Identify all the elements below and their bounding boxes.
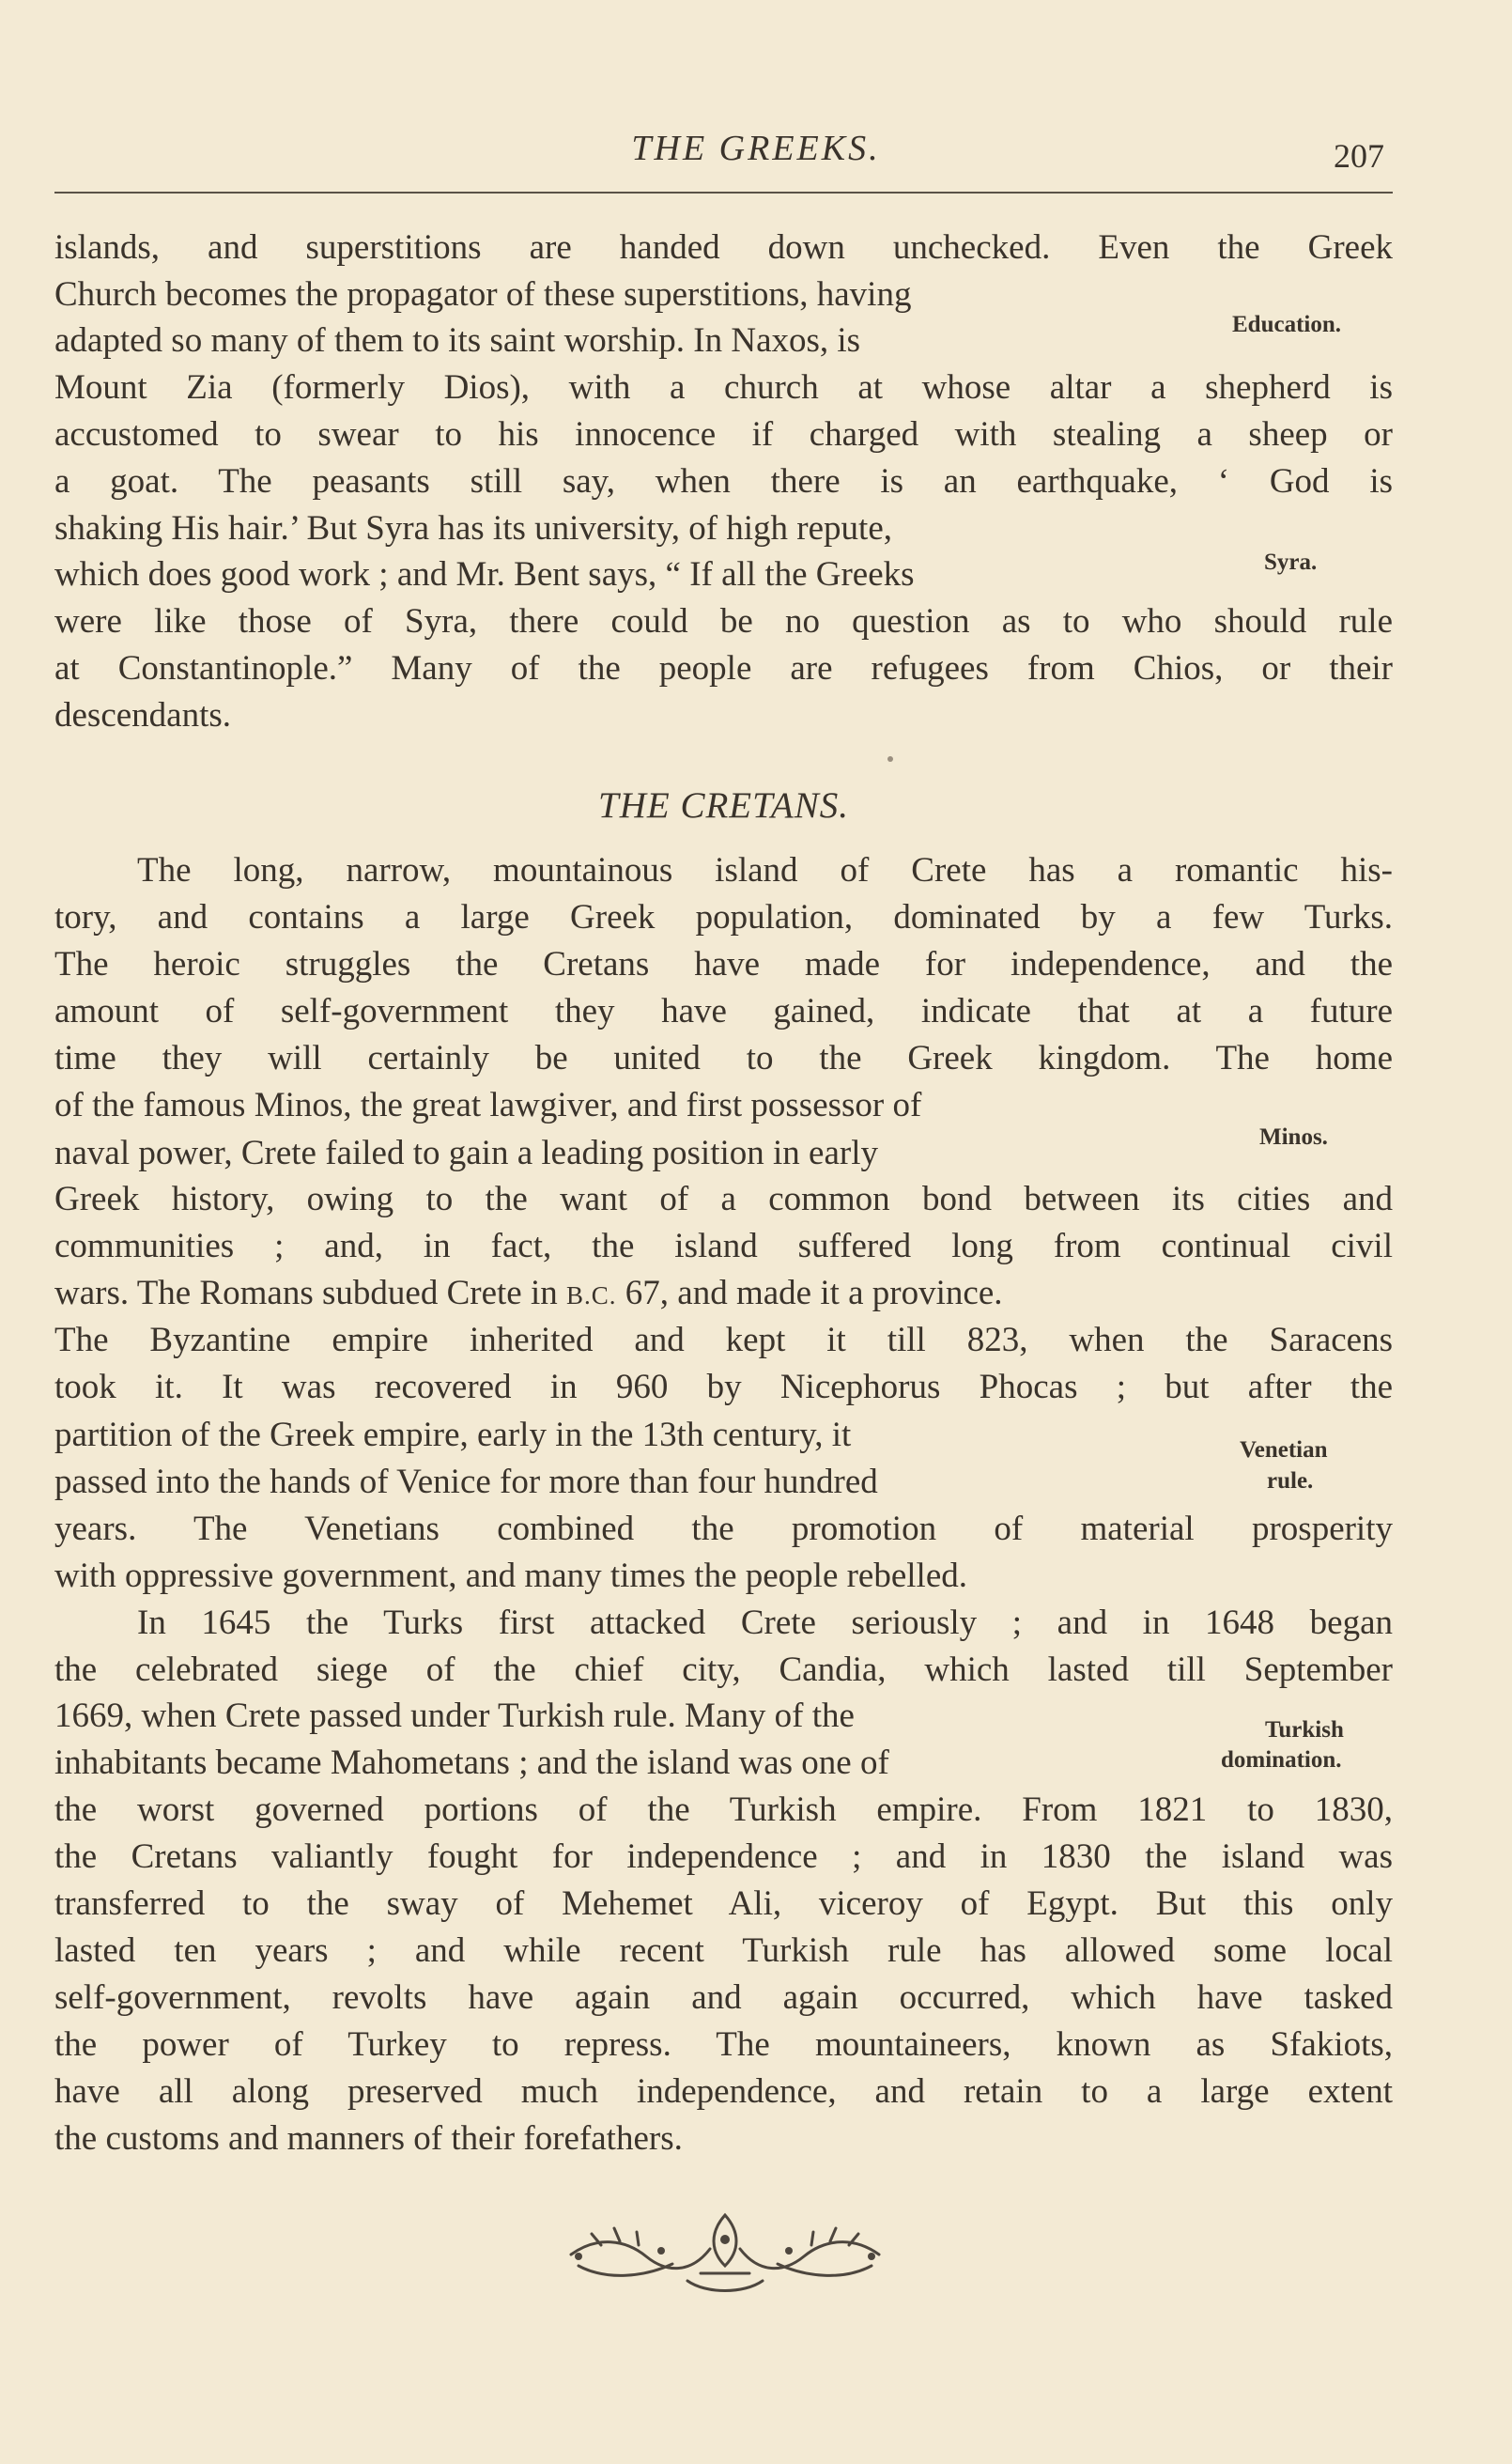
text-line: years. The Venetians combined the promotion of material prosperity (54, 1510, 1393, 1548)
text-line: Church becomes the propagator of these superstitions, having (54, 275, 912, 314)
text-line: which does good work ; and Mr. Bent says, “ If all the Greeks (54, 555, 915, 594)
text-line: the power of Turkey to repress. The mountaineers, known as Sfakiots, (54, 2025, 1393, 2064)
text-line: the worst governed portions of the Turkish empire. From 1821 to 1830, (54, 1790, 1393, 1829)
sidenote-venetian-rule: rule. (1267, 1468, 1314, 1494)
text-segment: 67, and made it a province. (616, 1274, 1003, 1312)
sidenote-domination: domination. (1221, 1747, 1342, 1773)
text-line: In 1645 the Turks first attacked Crete seriously ; and in 1648 began (137, 1604, 1393, 1642)
page-number: 207 (1334, 137, 1384, 175)
header-rule (54, 192, 1393, 194)
text-line: lasted ten years ; and while recent Turkish rule has allowed some local (54, 1931, 1393, 1970)
text-line: time they will certainly be united to the Greek kingdom. The home (54, 1039, 1393, 1077)
sidenote-minos: Minos. (1259, 1124, 1328, 1150)
text-line: tory, and contains a large Greek population, dominated by a few Turks. (54, 898, 1393, 937)
section-heading: THE CRETANS. (598, 785, 849, 826)
text-line: with oppressive government, and many times the people rebelled. (54, 1557, 968, 1595)
printer-dot (887, 756, 893, 762)
text-segment: wars. The Romans subdued Crete in (54, 1274, 558, 1312)
text-line: Greek history, owing to the want of a common bond between its cities and (54, 1180, 1393, 1218)
text-line: took it. It was recovered in 960 by Nicephorus Phocas ; but after the (54, 1368, 1393, 1406)
text-line: islands, and superstitions are handed down unchecked. Even the Greek (54, 228, 1393, 267)
sidenote-venetian: Venetian (1240, 1437, 1328, 1463)
text-line: shaking His hair.’ But Syra has its university, of high repute, (54, 509, 892, 548)
sidenote-syra: Syra. (1264, 550, 1318, 575)
text-line: transferred to the sway of Mehemet Ali, viceroy of Egypt. But this only (54, 1884, 1393, 1923)
text-line (54, 1275, 1393, 1314)
text-line: self-government, revolts have again and again occurred, which have tasked (54, 1978, 1393, 2017)
text-line: communities ; and, in fact, the island suffered long from continual civil (54, 1227, 1393, 1265)
text-line: The heroic struggles the Cretans have made for independence, and the (54, 945, 1393, 984)
text-line: at Constantinople.” Many of the people are refugees from Chios, or their (54, 649, 1393, 688)
text-line: the customs and manners of their forefathers. (54, 2119, 683, 2158)
text-line: a goat. The peasants still say, when there is an earthquake, ‘ God is (54, 462, 1393, 501)
text-line: inhabitants became Mahometans ; and the island was one of (54, 1743, 889, 1782)
text-line: accustomed to swear to his innocence if charged with stealing a sheep or (54, 415, 1393, 454)
text-line: adapted so many of them to its saint worship. In Naxos, is (54, 321, 861, 360)
sidenote-turkish: Turkish (1265, 1717, 1344, 1743)
text-line: amount of self-government they have gained, indicate that at a future (54, 992, 1393, 1031)
text-line: the celebrated siege of the chief city, Candia, which lasted till September (54, 1650, 1393, 1689)
era-abbreviation: B.C. (565, 1281, 617, 1309)
text-line: 1669, when Crete passed under Turkish rule. Many of the (54, 1697, 855, 1735)
running-title: THE GREEKS. (631, 129, 881, 168)
text-line: of the famous Minos, the great lawgiver, and first possessor of (54, 1086, 922, 1124)
sidenote-education: Education. (1232, 312, 1342, 337)
text-line: partition of the Greek empire, early in the 13th century, it (54, 1416, 852, 1454)
text-line: passed into the hands of Venice for more than four hundred (54, 1463, 878, 1501)
text-line: naval power, Crete failed to gain a leading position in early (54, 1134, 878, 1172)
text-line: Mount Zia (formerly Dios), with a church at whose altar a shepherd is (54, 368, 1393, 407)
text-line: The Byzantine empire inherited and kept it till 823, when the Saracens (54, 1321, 1393, 1359)
text-line: The long, narrow, mountainous island of Crete has a romantic his- (137, 851, 1393, 890)
text-line: the Cretans valiantly fought for independence ; and in 1830 the island was (54, 1837, 1393, 1876)
text-line: were like those of Syra, there could be no question as to who should rule (54, 602, 1393, 641)
text-line: descendants. (54, 696, 232, 735)
tailpiece-ornament-icon (560, 2208, 890, 2298)
text-line: have all along preserved much independence, and retain to a large extent (54, 2072, 1393, 2111)
